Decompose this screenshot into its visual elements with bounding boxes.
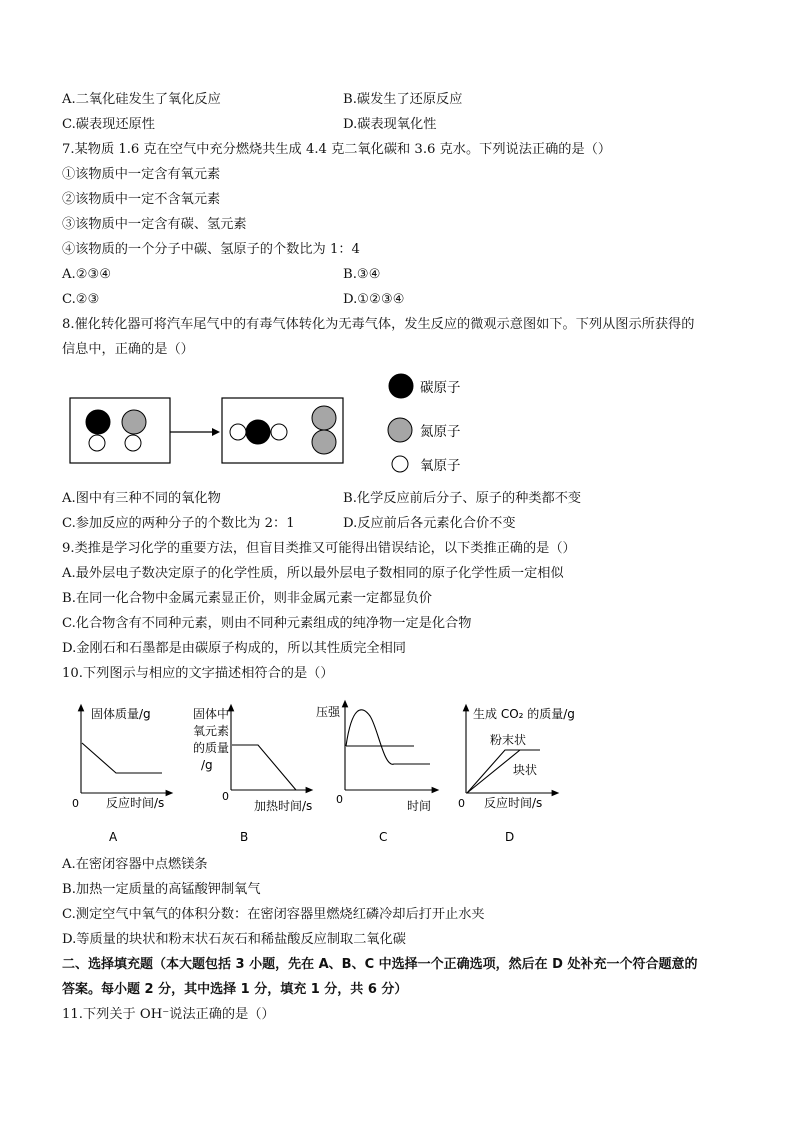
graph-d-label-lump: 块状 <box>513 763 538 777</box>
q7-statement-1: ①该物质中一定含有氧元素 <box>62 167 221 182</box>
q7-statement-2: ②该物质中一定不含氧元素 <box>62 192 221 207</box>
q8-option-b: B.化学反应前后分子、原子的种类都不变 <box>343 491 582 506</box>
graph-d <box>458 706 575 844</box>
graph-c-curve <box>346 710 430 765</box>
graph-b-curve <box>232 745 296 790</box>
legend-nitrogen-label: 氮原子 <box>420 424 461 440</box>
graph-b-ylabel-3: 的质量 <box>193 741 230 755</box>
graph-c-origin: 0 <box>336 793 343 806</box>
q7-statement-3: ③该物质中一定含有碳、氢元素 <box>62 217 247 232</box>
legend-nitrogen-icon <box>388 418 412 442</box>
oxygen-atom <box>230 424 246 440</box>
graph-c-caption: C <box>379 830 388 844</box>
q8-stem-line2: 信息中，正确的是（） <box>62 342 194 357</box>
graph-b-caption: B <box>240 830 249 844</box>
graph-d-ylabel: 生成 CO₂ 的质量/g <box>473 707 575 721</box>
graph-a <box>72 706 170 844</box>
section2-heading-line1: 二、选择填充题（本大题包括 3 小题，先在 A、B、C 中选择一个正确选项，然后在 D 处补充一个符合题意的 <box>62 957 698 972</box>
graph-b-ylabel-2: 氧元素 <box>193 724 230 738</box>
nitrogen-atom <box>312 406 336 430</box>
graph-b <box>193 706 312 844</box>
q7-stem: 7.某物质 1.6 克在空气中充分燃烧共生成 4.4 克二氧化碳和 3.6 克水。下列说法正确的是（） <box>62 142 612 157</box>
graph-a-xlabel: 反应时间/s <box>106 796 165 810</box>
q8-option-c: C.参加反应的两种分子的个数比为 2：1 <box>62 516 295 531</box>
q7-option-c: C.②③ <box>62 292 100 307</box>
q10-stem: 10.下列图示与相应的文字描述相符合的是（） <box>62 666 334 681</box>
oxygen-atom <box>89 435 105 451</box>
graph-b-xlabel: 加热时间/s <box>254 799 313 813</box>
q10-option-c: C.测定空气中氧气的体积分数：在密闭容器里燃烧红磷冷却后打开止水夹 <box>62 907 485 922</box>
q7-option-b: B.③④ <box>343 267 381 282</box>
q9-option-c: C.化合物含有不同种元素，则由不同种元素组成的纯净物一定是化合物 <box>62 616 472 631</box>
q10-option-b: B.加热一定质量的高锰酸钾制氧气 <box>62 882 261 897</box>
graph-a-caption: A <box>109 830 118 844</box>
legend-oxygen-icon <box>392 456 408 472</box>
graph-d-origin: 0 <box>458 797 465 810</box>
q6-option-a: A.二氧化硅发生了氧化反应 <box>62 92 221 107</box>
graph-a-origin: 0 <box>72 797 79 810</box>
q8-stem-line1: 8.催化转化器可将汽车尾气中的有毒气体转化为无毒气体，发生反应的微观示意图如下。下列从图示所获得的 <box>62 317 695 332</box>
legend-oxygen-label: 氧原子 <box>420 458 461 474</box>
q8-option-d: D.反应前后各元素化合价不变 <box>343 516 516 531</box>
q10-option-d: D.等质量的块状和粉末状石灰石和稀盐酸反应制取二氧化碳 <box>62 932 406 947</box>
q6-option-d: D.碳表现氧化性 <box>343 117 437 132</box>
q8-option-a: A.图中有三种不同的氧化物 <box>62 491 221 506</box>
q7-option-d: D.①②③④ <box>343 292 405 307</box>
carbon-atom <box>246 420 270 444</box>
q10-option-a: A.在密闭容器中点燃镁条 <box>62 857 208 872</box>
q11-stem: 11.下列关于 OH⁻说法正确的是（） <box>62 1007 275 1022</box>
graph-d-xlabel: 反应时间/s <box>484 796 543 810</box>
nitrogen-atom <box>312 430 336 454</box>
nitrogen-atom <box>122 410 146 434</box>
oxygen-atom <box>271 424 287 440</box>
arrow-head <box>212 428 220 436</box>
carbon-atom <box>86 410 110 434</box>
graph-b-ylabel-1: 固体中 <box>193 707 230 721</box>
reaction-diagram <box>0 360 794 485</box>
graph-c <box>316 703 436 844</box>
q9-option-a: A.最外层电子数决定原子的化学性质，所以最外层电子数相同的原子化学性质一定相似 <box>62 566 564 581</box>
graph-a-curve <box>82 743 162 773</box>
q9-option-d: D.金刚石和石墨都是由碳原子构成的，所以其性质完全相同 <box>62 641 406 656</box>
q6-option-c: C.碳表现还原性 <box>62 117 155 132</box>
section2-heading-line2: 答案。每小题 2 分，其中选择 1 分，填充 1 分，共 6 分） <box>62 982 408 997</box>
q9-option-b: B.在同一化合物中金属元素显正价，则非金属元素一定都显负价 <box>62 591 432 606</box>
oxygen-atom <box>125 435 141 451</box>
graph-c-xlabel: 时间 <box>407 799 432 813</box>
graph-d-caption: D <box>505 830 515 844</box>
reactant-box <box>70 398 170 463</box>
q10-graphs <box>0 695 794 850</box>
q9-stem: 9.类推是学习化学的重要方法，但盲目类推又可能得出错误结论，以下类推正确的是（） <box>62 541 576 556</box>
graph-b-origin: 0 <box>222 790 229 803</box>
q6-option-b: B.碳发生了还原反应 <box>343 92 463 107</box>
q7-statement-4: ④该物质的一个分子中碳、氢原子的个数比为 1：4 <box>62 242 360 257</box>
legend-carbon-label: 碳原子 <box>420 380 461 396</box>
graph-d-label-powder: 粉末状 <box>490 733 527 747</box>
graph-b-ylabel-4: /g <box>201 758 213 772</box>
q7-option-a: A.②③④ <box>62 267 112 282</box>
legend-carbon-icon <box>389 374 413 398</box>
graph-a-ylabel: 固体质量/g <box>91 707 151 721</box>
graph-c-ylabel: 压强 <box>316 705 341 719</box>
